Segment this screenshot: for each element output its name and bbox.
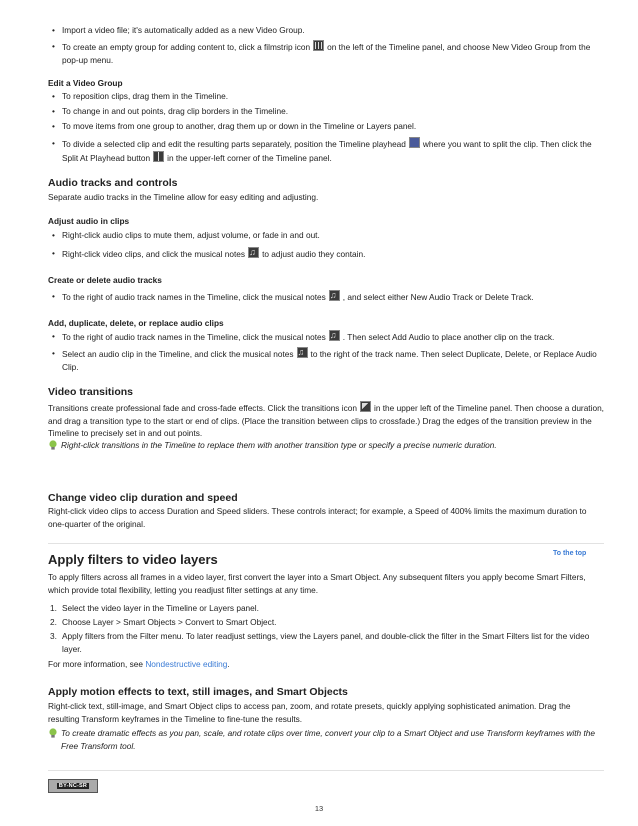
heading-audio-tracks: Audio tracks and controls	[48, 177, 178, 189]
paragraph: Right-click text, still-image, and Smart Object clips to access pan, zoom, and rotate presets, quickly applying sophisticated animation. Drag the resulting Transform keyframes in the Timeline to fine-tune the results.	[48, 701, 571, 724]
playhead-icon	[409, 137, 420, 148]
musical-notes-icon	[248, 247, 259, 258]
page-number: 13	[314, 804, 324, 813]
split-at-playhead-icon	[153, 151, 164, 162]
subheading-adjust-audio: Adjust audio in clips	[48, 216, 130, 226]
heading-motion-effects: Apply motion effects to text, still images, and Smart Objects	[48, 686, 348, 698]
heading-duration-speed: Change video clip duration and speed	[48, 492, 238, 504]
creative-commons-badge[interactable]: BY-NC-SR	[48, 779, 98, 793]
divider	[48, 543, 604, 544]
tip-text: Right-click transitions in the Timeline to replace them with another transition type or specify a precise numeric duration.	[61, 440, 497, 450]
paragraph: For more information, see Nondestructive editing.	[48, 659, 230, 669]
heading-apply-filters: Apply filters to video layers	[48, 552, 218, 567]
filmstrip-icon	[313, 40, 324, 51]
subheading-add-audio: Add, duplicate, delete, or replace audio clips	[48, 318, 224, 328]
musical-notes-icon	[297, 347, 308, 358]
tip-lightbulb-icon	[48, 728, 58, 738]
subheading-create-audio: Create or delete audio tracks	[48, 275, 162, 285]
nondestructive-editing-link[interactable]: Nondestructive editing	[145, 659, 228, 669]
subheading-edit-group: Edit a Video Group	[48, 78, 123, 88]
paragraph: To apply filters across all frames in a video layer, first convert the layer into a Smart Object. Any subsequent filters you apply become Smart Filters, which provide total flexibility, letting you readjust filter settings at any time.	[48, 572, 586, 595]
musical-notes-icon	[329, 290, 340, 301]
musical-notes-icon	[329, 330, 340, 341]
transitions-icon	[360, 401, 371, 412]
paragraph: Separate audio tracks in the Timeline allow for easy editing and adjusting.	[48, 192, 319, 202]
tip-lightbulb-icon	[48, 440, 58, 450]
tip-text: To create dramatic effects as you pan, scale, and rotate clips over time, convert your clip to a Smart Object and use Transform keyframes with the Free Transform tool.	[61, 728, 596, 751]
paragraph: Right-click video clips to access Duration and Speed sliders. These controls interact; for example, a Speed of 400% limits the maximum duration to one-quarter of the original.	[48, 506, 587, 529]
paragraph: Transitions create professional fade and cross-fade effects. Click the transitions icon in the upper left of the Timeline panel. Then choose a duration, and drag a transition type to the start or end of clips. (Place the transition between clips to crossfade.) Drag the edges of the transition preview in the Timeline to precisely set in and out points.	[48, 403, 604, 438]
heading-video-transitions: Video transitions	[48, 386, 133, 398]
to-the-top-link[interactable]: To the top	[553, 550, 587, 557]
divider	[48, 770, 604, 771]
